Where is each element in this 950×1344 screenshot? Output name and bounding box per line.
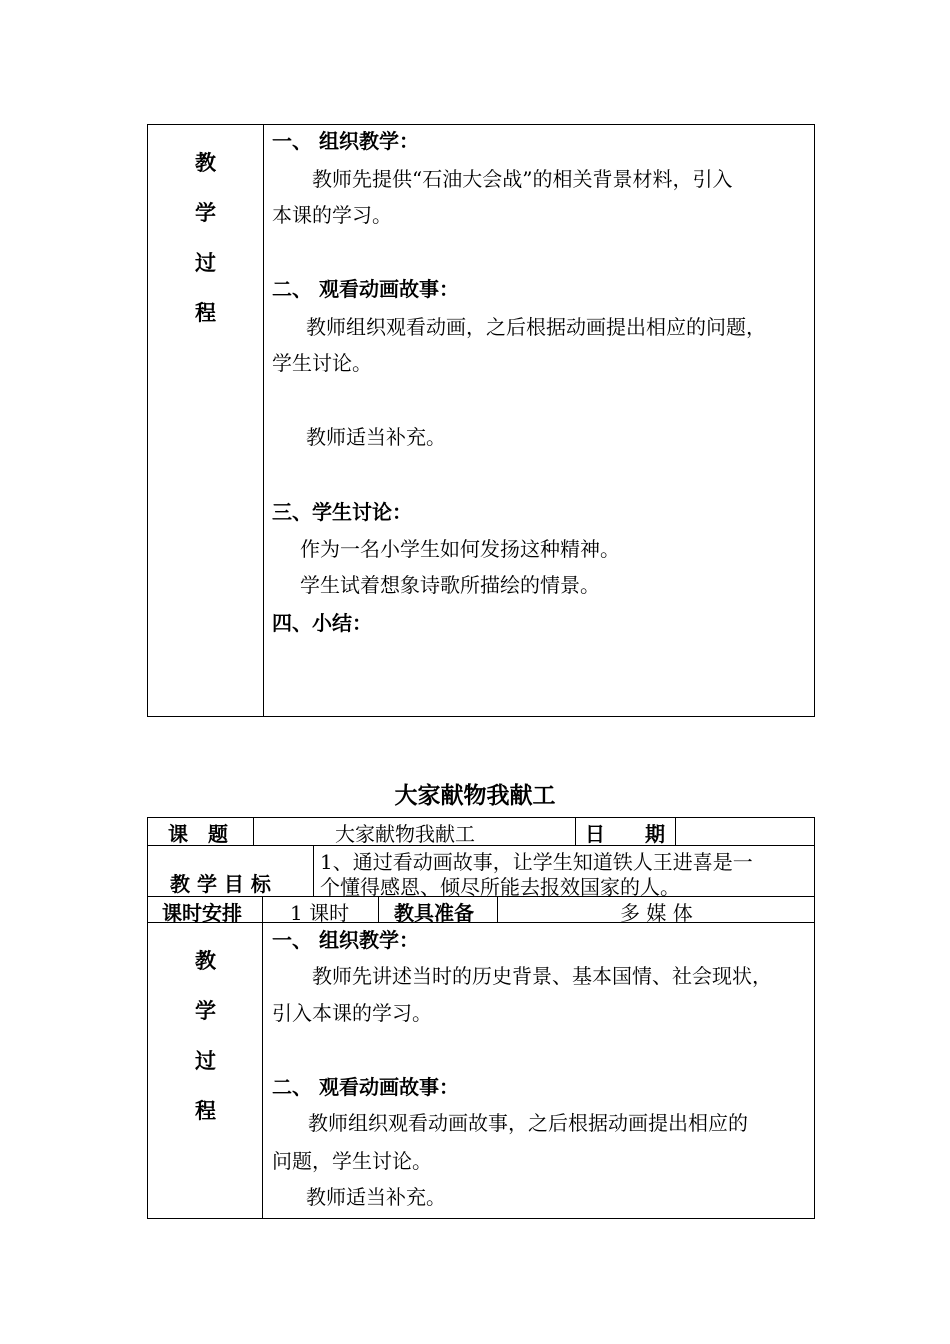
side-label-char: 过 — [195, 250, 216, 275]
side-label-char: 学 — [195, 998, 216, 1023]
tools-value: 多 媒 体 — [620, 901, 693, 925]
lesson-title: 大家献物我献工 — [394, 782, 556, 809]
goal-line: 1、通过看动画故事，让学生知道铁人王进喜是一 — [320, 850, 753, 874]
section-heading: 一、 组织教学： — [272, 129, 419, 153]
section-heading: 四、小结： — [272, 611, 372, 635]
side-label-char: 过 — [195, 1048, 216, 1073]
table-border — [497, 896, 498, 923]
paragraph-line: 本课的学习。 — [272, 203, 392, 227]
paragraph-line: 引入本课的学习。 — [272, 1001, 432, 1025]
table-border — [147, 1218, 815, 1219]
paragraph-line: 教师组织观看动画，之后根据动画提出相应的问题， — [306, 315, 766, 339]
table-border — [313, 845, 314, 897]
table-border — [378, 896, 379, 923]
paragraph-line: 学生试着想象诗歌所描绘的情景。 — [300, 573, 600, 597]
section-heading: 一、 组织教学： — [272, 928, 419, 952]
side-label-column — [148, 125, 264, 716]
section-heading: 三、学生讨论： — [272, 500, 412, 524]
table-border — [814, 817, 815, 1219]
tools-label: 教具准备 — [394, 901, 474, 925]
side-label-char: 教 — [195, 150, 216, 175]
paragraph-line: 教师适当补充。 — [306, 1185, 446, 1209]
side-label-char: 教 — [195, 948, 216, 973]
table-border — [147, 817, 815, 818]
side-label-char: 程 — [195, 1098, 216, 1123]
goal-line: 个懂得感恩、倾尽所能去报效国家的人。 — [320, 875, 680, 899]
table-border — [253, 817, 254, 846]
paragraph-line: 教师先提供“石油大会战”的相关背景材料，引入 — [312, 167, 733, 191]
hours-value: 1 课时 — [290, 901, 350, 925]
hours-label: 课时安排 — [162, 901, 242, 925]
side-label-char: 学 — [195, 200, 216, 225]
table-border — [262, 896, 263, 923]
paragraph-line: 问题，学生讨论。 — [272, 1149, 432, 1173]
paragraph-line: 教师组织观看动画故事，之后根据动画提出相应的 — [308, 1111, 748, 1135]
section-heading: 二、 观看动画故事： — [272, 277, 459, 301]
table-border — [262, 922, 263, 1219]
table-border — [575, 817, 576, 846]
topic-value: 大家献物我献工 — [335, 822, 475, 846]
table-border — [147, 817, 148, 1219]
goal-label: 教 学 目 标 — [170, 872, 271, 896]
topic-label: 课 题 — [168, 822, 228, 846]
paragraph-line: 教师先讲述当时的历史背景、基本国情、社会现状， — [312, 964, 772, 988]
table-border — [147, 922, 815, 923]
section-heading: 二、 观看动画故事： — [272, 1075, 459, 1099]
paragraph-line: 学生讨论。 — [272, 351, 372, 375]
paragraph-line: 教师适当补充。 — [306, 425, 446, 449]
teaching-process-table-1 — [147, 124, 815, 717]
paragraph-line: 作为一名小学生如何发扬这种精神。 — [300, 537, 620, 561]
table-border — [675, 817, 676, 846]
date-label: 日 期 — [585, 822, 665, 846]
side-label-char: 程 — [195, 300, 216, 325]
